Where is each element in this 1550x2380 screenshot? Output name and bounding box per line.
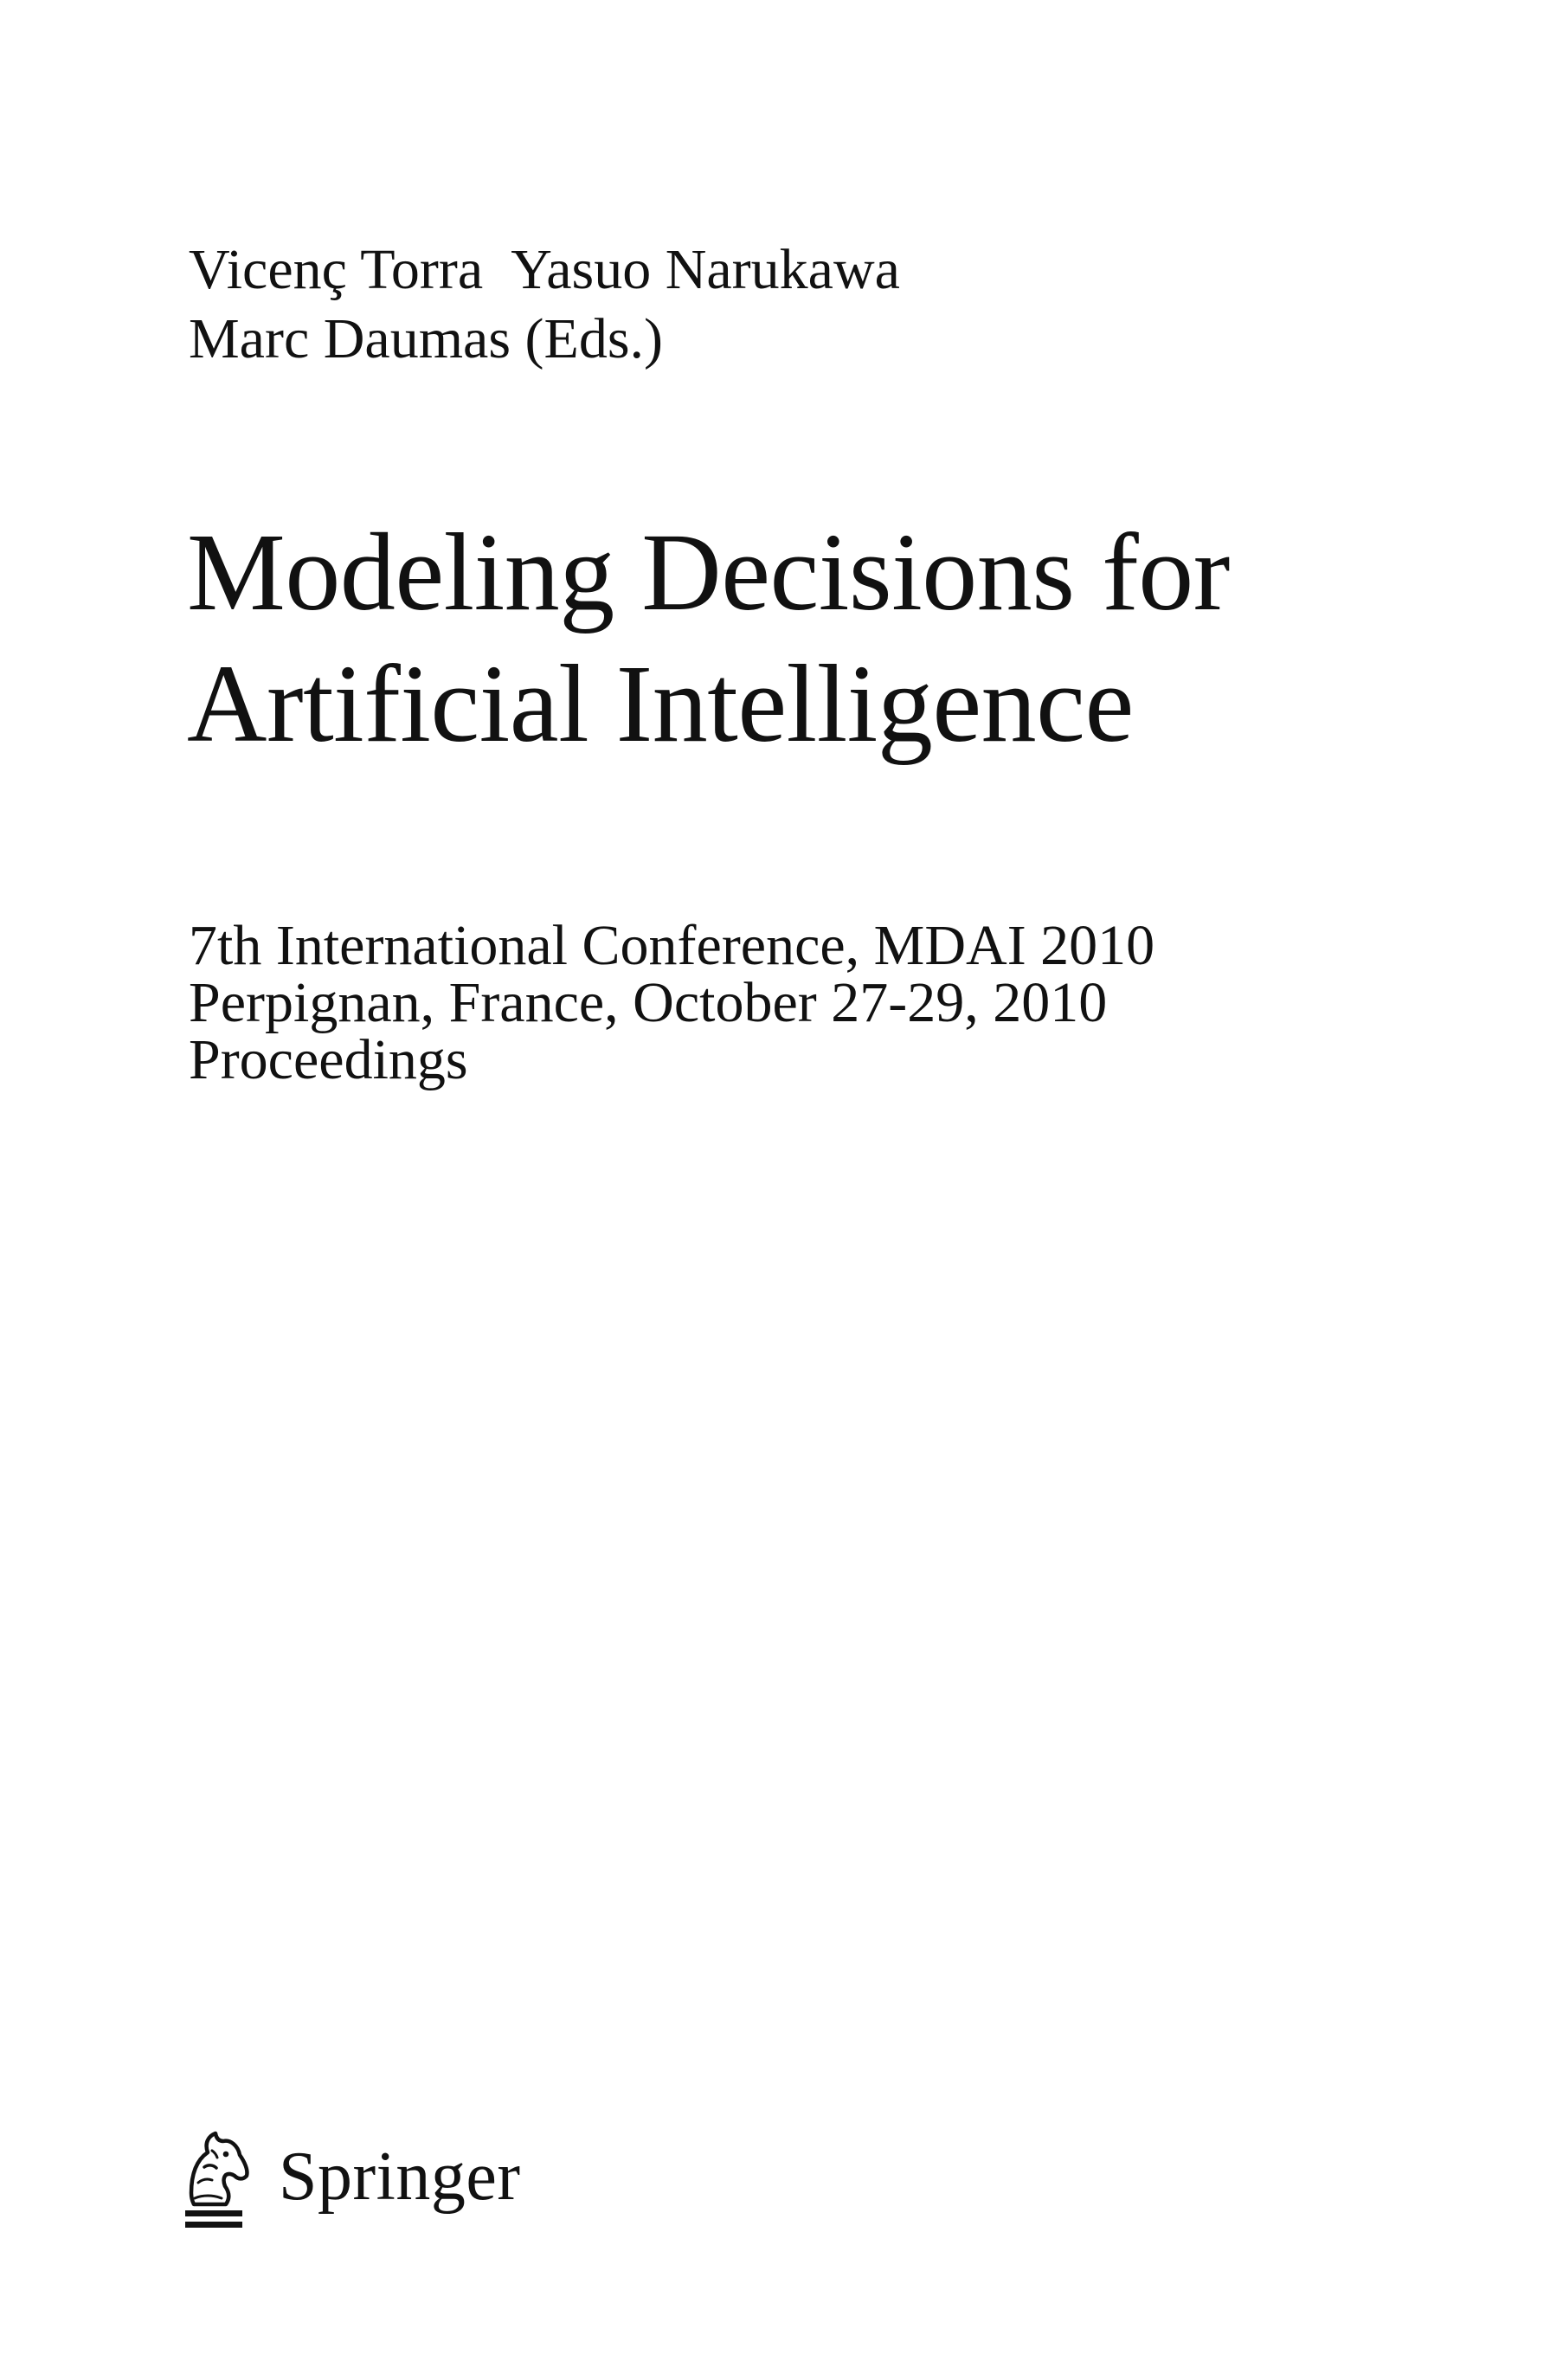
springer-horse-logo-icon (176, 2126, 258, 2231)
book-title (187, 506, 1230, 769)
editor-name: Vicenç Torra (189, 238, 484, 301)
editor-name: Yasuo Narukawa (511, 238, 900, 301)
conference-subtitle-line-3: Proceedings (189, 1028, 468, 1091)
book-title-line-2: Artificial Intelligence (187, 642, 1134, 765)
conference-subtitle-line-2: Perpignan, France, October 27-29, 2010 (189, 971, 1108, 1034)
conference-subtitle-line-1: 7th International Conference, MDAI 2010 (189, 914, 1155, 977)
publisher-name: Springer (279, 2139, 521, 2215)
conference-subtitle (189, 914, 1155, 1091)
publisher-imprint (176, 2126, 521, 2231)
editors-line-2: Marc Daumas (Eds.) (189, 307, 663, 370)
editors-line-1 (189, 235, 900, 305)
book-title-line-1: Modeling Decisions for (187, 511, 1230, 634)
editors-block (189, 235, 900, 374)
